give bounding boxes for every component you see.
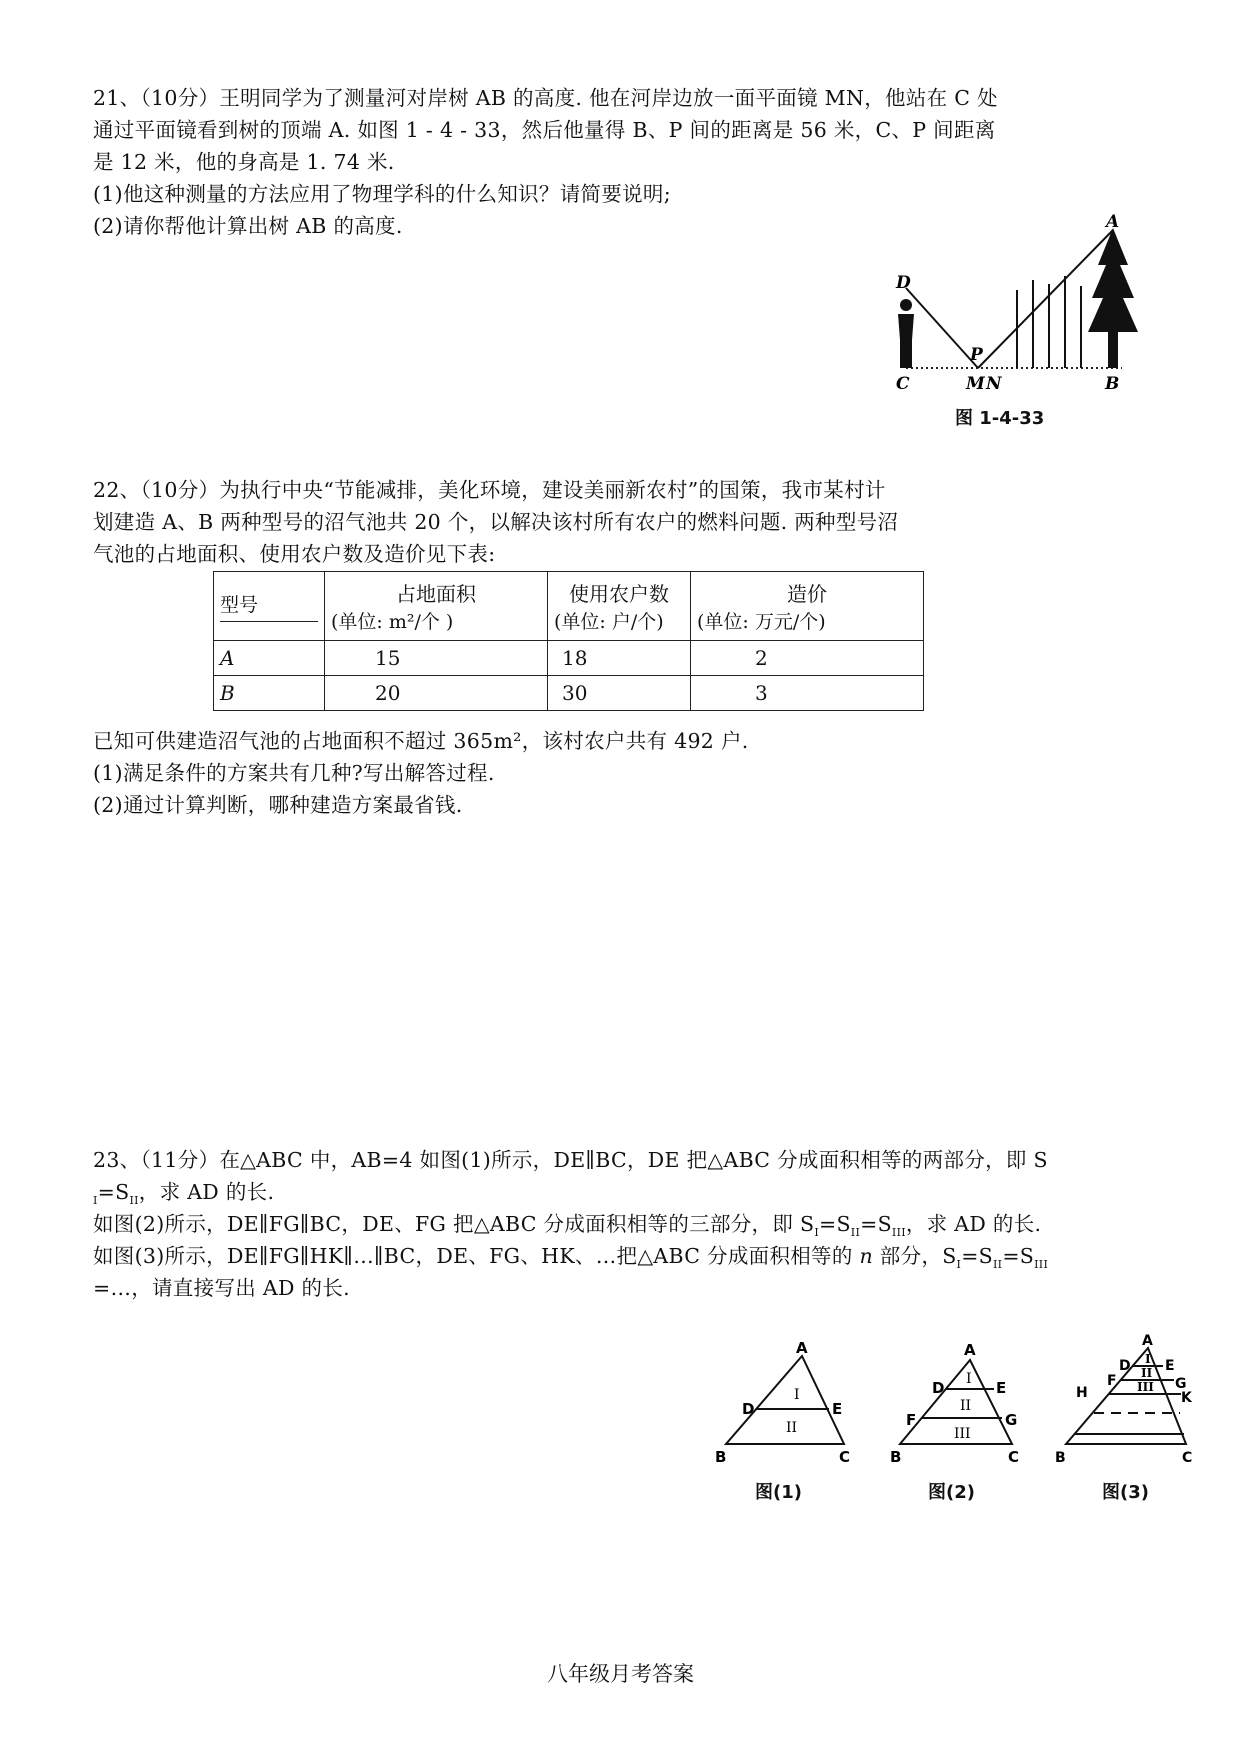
fig3-label-G: G <box>1175 1376 1187 1392</box>
fig2-label-F: F <box>906 1411 917 1429</box>
fig1-label-C: C <box>839 1448 851 1466</box>
label-B: B <box>1105 374 1120 394</box>
q21-line-5: (2)请你帮他计算出树 AB 的高度. <box>93 214 403 238</box>
fig2-region-III: III <box>954 1426 971 1442</box>
fig2-region-I: I <box>966 1371 972 1387</box>
q21-figure-mirror-tree <box>870 210 1140 395</box>
label-D: D <box>896 273 911 293</box>
fig3-label-B: B <box>1055 1450 1066 1466</box>
fig3-region-I: I <box>1145 1352 1151 1366</box>
table-row <box>214 641 924 676</box>
q21-line-1: 21、（10分）王明同学为了测量河对岸树 AB 的高度. 他在河岸边放一面平面镜 MN，他站在 C 处 <box>93 86 998 110</box>
fig3-label-F: F <box>1107 1373 1117 1389</box>
header-area: 占地面积 (单位: m²/个 ) <box>325 572 548 641</box>
fig2-region-II: II <box>960 1398 972 1414</box>
fig3-label-E: E <box>1165 1358 1175 1374</box>
q21-line-3: 是 12 米，他的身高是 1. 74 米. <box>93 150 395 174</box>
fig1-label-B: B <box>715 1448 727 1466</box>
q23-line-2: $_I=S_{II}$，求 AD 的长. <box>93 1180 275 1208</box>
cell-model: A <box>214 641 325 676</box>
fig1-region-I: I <box>794 1387 800 1403</box>
cell-area: 20 <box>325 676 548 711</box>
label-M: M <box>966 374 985 394</box>
q22-after-3: (2)通过计算判断，哪种建造方案最省钱. <box>93 793 463 817</box>
q21-line-4: (1)他这种测量的方法应用了物理学科的什么知识？请简要说明; <box>93 182 671 206</box>
cell-model: B <box>214 676 325 711</box>
fig1-label-E: E <box>832 1400 843 1418</box>
q23-figure-2 <box>888 1338 1028 1478</box>
q22-after-1: 已知可供建造沼气池的占地面积不超过 365m²，该村农户共有 492 户. <box>93 729 749 753</box>
q22-line-3: 气池的占地面积、使用农户数及造价见下表: <box>93 542 496 566</box>
fig3-label-H: H <box>1076 1385 1088 1401</box>
header-cost: 造价 (单位: 万元/个) <box>691 572 924 641</box>
fig3-label-D: D <box>1119 1358 1131 1374</box>
label-N: N <box>986 374 1002 394</box>
q22-line-1: 22、（10分）为执行中央“节能减排，美化环境，建设美丽新农村”的国策，我市某村计 <box>93 478 886 502</box>
q23-figure-3 <box>1052 1328 1202 1478</box>
table-header-row <box>214 572 924 641</box>
table-row <box>214 676 924 711</box>
cell-cost: 2 <box>691 641 924 676</box>
q22-line-2: 划建造 A、B 两种型号的沼气池共 20 个，以解决该村所有农户的燃料问题. 两种型号沼 <box>93 510 899 534</box>
q23-fig3-caption: 图(3) <box>1102 1482 1149 1503</box>
q23-figure-1 <box>712 1338 862 1478</box>
label-A: A <box>1106 212 1120 232</box>
biogas-spec-table <box>213 571 924 711</box>
page-footer: 八年级月考答案 <box>547 1662 694 1686</box>
q21-line-2: 通过平面镜看到树的顶端 A. 如图 1 - 4 - 33，然后他量得 B、P 间的距离是 56 米，C、P 间距离 <box>93 118 996 142</box>
cell-households: 18 <box>548 641 691 676</box>
q23-line-4: 如图(3)所示，DE∥FG∥HK∥…∥BC，DE、FG、HK、…把△ABC 分成面积相等的 n 部分，$S_I=S_{II}=S_{III}$ <box>93 1244 1049 1272</box>
q23-line-3: 如图(2)所示，DE∥FG∥BC，DE、FG 把△ABC 分成面积相等的三部分，即 $S_I=S_{II}=S_{III}$，求 AD 的长. <box>93 1212 1042 1240</box>
fig2-label-E: E <box>996 1379 1007 1397</box>
q21-figure-caption: 图 1-4-33 <box>955 408 1045 429</box>
q23-line-5: =…，请直接写出 AD 的长. <box>93 1276 350 1300</box>
fig1-label-D: D <box>742 1400 755 1418</box>
fig1-label-A: A <box>796 1339 808 1357</box>
label-P: P <box>970 345 983 365</box>
fig2-label-D: D <box>932 1379 945 1397</box>
q22-after-2: (1)满足条件的方案共有几种?写出解答过程. <box>93 761 495 785</box>
q23-line-1: 23、（11分）在△ABC 中，AB=4 如图(1)所示，DE∥BC，DE 把△ABC 分成面积相等的两部分，即 S <box>93 1148 1048 1172</box>
label-C: C <box>896 374 910 394</box>
fig3-label-C: C <box>1182 1450 1193 1466</box>
header-model: 型号 <box>214 572 325 641</box>
fig1-region-II: II <box>786 1420 798 1436</box>
fig3-region-II: II <box>1141 1366 1153 1380</box>
fig2-label-A: A <box>964 1341 976 1359</box>
cell-area: 15 <box>325 641 548 676</box>
fig2-label-C: C <box>1008 1448 1020 1466</box>
fig3-region-III: III <box>1137 1380 1154 1394</box>
fig2-label-B: B <box>890 1448 902 1466</box>
header-households: 使用农户数 (单位: 户/个) <box>548 572 691 641</box>
fig3-label-K: K <box>1181 1390 1192 1406</box>
cell-households: 30 <box>548 676 691 711</box>
fig2-label-G: G <box>1005 1411 1018 1429</box>
q23-fig1-caption: 图(1) <box>755 1482 802 1503</box>
q23-fig2-caption: 图(2) <box>928 1482 975 1503</box>
cell-cost: 3 <box>691 676 924 711</box>
person-icon <box>898 299 914 368</box>
fig3-label-A: A <box>1142 1333 1153 1349</box>
